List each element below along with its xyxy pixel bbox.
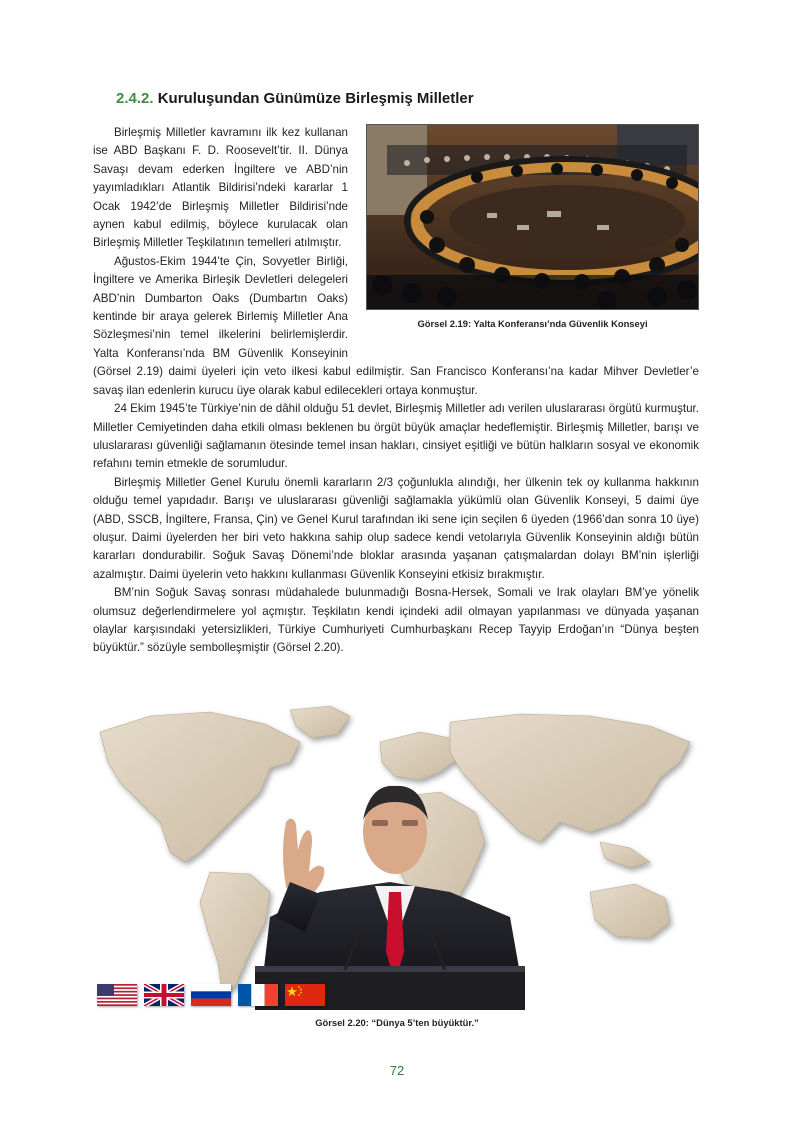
figure-world-map — [90, 702, 702, 1010]
europe-shape — [380, 732, 460, 780]
flag-row — [97, 984, 325, 1006]
north-america-shape — [100, 712, 300, 862]
paragraph-5: BM’nin Soğuk Savaş sonrası müdahalede bulunmadığı Bosna-Hersek, Somali ve Irak olayları BM’ye yönelik olumsuz değerlendirmelere yol açmıştır. Teşkilatın kendi içindeki adil olmayan yapılanması ve dünyada yaşanan olaylar karşısındaki yetersizlikleri, Türkiye Cumhuriyeti Cumhurbaşkanı Recep Tayyip Erdoğan’ın “Dünya beşten büyüktür.” sözüyle sembolleşmiştir (Görsel 2.20). — [93, 586, 699, 655]
security-council-photo — [366, 124, 699, 310]
russia-flag-icon — [191, 984, 231, 1006]
usa-flag-icon — [97, 984, 137, 1006]
paragraph-1: Birleşmiş Milletler kavramını ilk kez kullanan ise ABD Başkanı F. D. Roosevelt’tir. II. Dünya Savaşı devam ederken İngiltere ve ABD’nin yayımladıkları Atlantik Bildirisi’ndeki kararlar 1 Ocak 1942’de Birleşmiş Milletler Bildirisi’nde aynen kabul edilmiş, böylece kurulacak olan Birleşmiş Milletler Teşkilatının temelleri atılmıştır. — [93, 126, 348, 250]
page-number: 72 — [389, 1063, 405, 1078]
paragraph-2: Ağustos-Ekim 1944’te Çin, Sovyetler Birliği, İngiltere ve Amerika Birleşik Devletleri delegeleri ABD’nin Dumbarton Oaks (Dumbartın Oaks) kentinde bir araya gelerek Birlemiş Milletler Ana Sözleşmesi’nin temel ilkelerini belirlemişlerdir. Yalta Konferansı’nda BM Güvenlik Konseyinin (Görsel 2.19) daimi üyeleri için veto ilkesi kabul edilmiştir. San Francisco Konferansı’na kadar Mihver Devletler’e savaş ilan edenlerin kurucu üye olarak kabul edilecekleri ortaya konmuştur. — [93, 254, 699, 397]
section-number: 2.4.2. — [116, 90, 154, 107]
paragraph-4: Birleşmiş Milletler Genel Kurulu önemli kararların 2/3 çoğunlukla alındığı, her ülkenin tek oy kullanma hakkının olduğu temel yapıdadır. Barışı ve uluslararası güvenliği sağlamakla yükümlü olan Güvenlik Konseyi, 5 daimi üye (ABD, SSCB, İngiltere, Fransa, Çin) ve Genel Kurul tarafından iki sene için seçilen 6 üyeden (1966’dan sonra 10 üye) oluşur. Daimi üyelerden her biri veto hakkına sahip olup sadece kendi vetolarıyla Güvenlik Konseyinin aldığı bütün kararları dondurabilir. Soğuk Savaş Dönemi’nde bloklar arasında yaşanan çatışmalardan dolayı BM’nin işlerliği azalmıştır. Daimi üyelerin veto hakkını kullanması Güvenlik Konseyini etkisiz bırakmıştır. — [93, 475, 699, 581]
figure-caption-2-19: Görsel 2.19: Yalta Konferansı’nda Güvenlik Konseyi — [417, 318, 648, 329]
figure-caption-2-20: Görsel 2.20: “Dünya 5’ten büyüktür.” — [315, 1017, 479, 1028]
islands-shape — [600, 842, 650, 868]
france-flag-icon — [238, 984, 278, 1006]
uk-flag-icon — [144, 984, 184, 1006]
asia-shape — [450, 714, 690, 842]
section-title: Kuruluşundan Günümüze Birleşmiş Milletler — [157, 90, 474, 107]
australia-shape — [590, 884, 670, 938]
greenland-shape — [290, 706, 350, 738]
speaker-figure — [255, 786, 525, 1010]
paragraph-3: 24 Ekim 1945’te Türkiye’nin de dâhil olduğu 51 devlet, Birleşmiş Milletler adı verilen uluslararası örgütü kurmuştur. Milletler Cemiyetinden daha etkili olması beklenen bu örgüt büyük amaçlar hedeflemiştir. Birleşmiş Milletler, barışı ve uluslararası güvenliği sağlamanın ötesinde temel insan hakları, cinsiyet eşitliği ve bütün halkların sosyal ve ekonomik refahını temin etmekle de sorumludur. — [93, 402, 699, 471]
section-heading — [116, 90, 474, 107]
china-flag-icon — [285, 984, 325, 1006]
body-text — [93, 124, 699, 658]
figure-security-council — [366, 124, 699, 346]
